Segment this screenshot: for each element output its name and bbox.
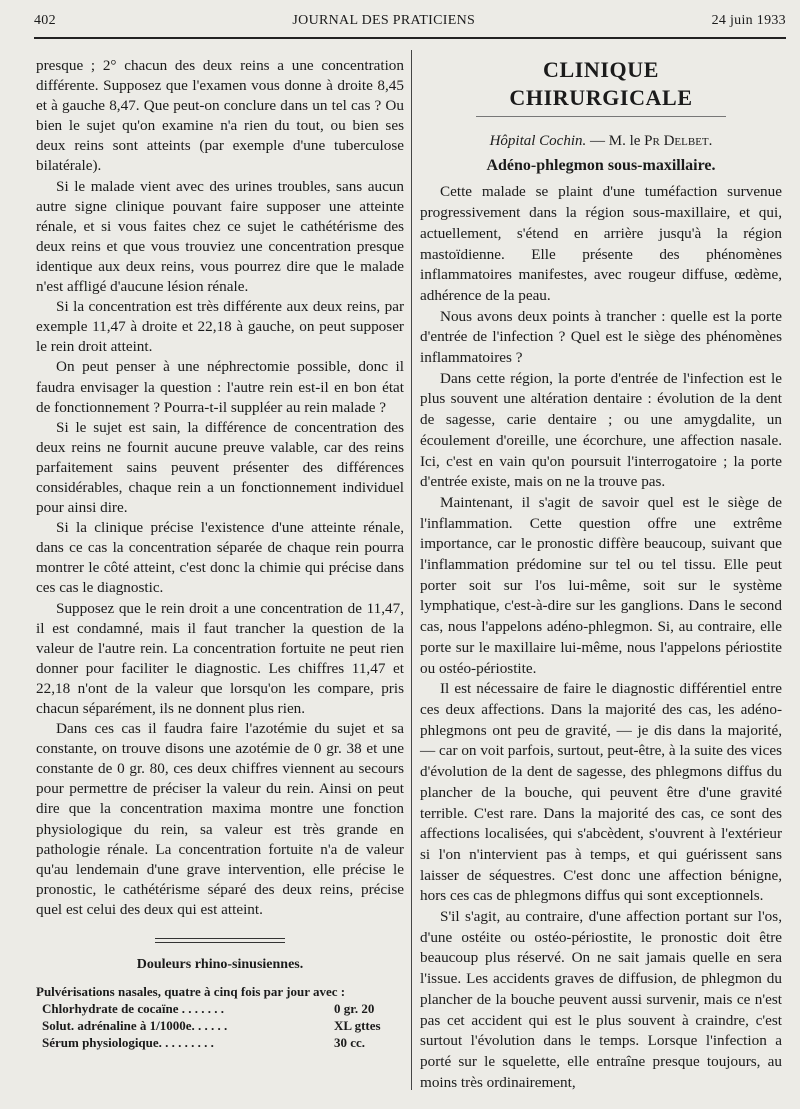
prescription-item-dose: 0 gr. 20 bbox=[334, 1001, 375, 1017]
left-paragraph: Dans ces cas il faudra faire l'azotémie du sujet et sa constante, on trouve disons une azotémie de 0 gr. 38 et une constante de 0 gr. 80, ces deux chiffres viennent au secours pour permettre de préciser la valeur du rein. Ainsi on peut dire que la concentration maxima montre une fonction physiologique du rein, sa valeur est très grande en pathologie rénale. La concentration fortuite n'a de valeur qu'au lendemain d'une grave intervention, elle précise le pronostic, le cathétérisme séparé des deux reins, précise quel est celui des deux qui est atteint. bbox=[36, 720, 404, 918]
double-rule-divider bbox=[155, 938, 285, 943]
section-title: CLINIQUE CHIRURGICALE bbox=[476, 56, 726, 117]
right-paragraph: Maintenant, il s'agit de savoir quel est le siège de l'inflammation. Cette question offre une extrême importance, car le pronostic diffère beaucoup, suivant que l'inflammation prédomine sur tel ou tel tissu. Elle peut porter soit sur l'os lui-même, soit sur le système lymphatique, c'est-à-dire sur les ganglions. Dans le second cas, nous l'appelons adéno-phlegmon. Si, au contraire, elle porte sur le maxillaire lui-même, nous l'appelons périostite ou ostéo-périostite. bbox=[420, 493, 782, 677]
left-paragraph: Si la concentration est très différente aux deux reins, par exemple 11,47 à droite et 22,18 à gauche, on peut supposer le rein droit atteint. bbox=[36, 298, 404, 356]
right-paragraph: Dans cette région, la porte d'entrée de l'infection est le plus souvent une altération dentaire : évolution de la dent de sagesse, carie dentaire ; ou une amygdalite, un écoulement d'oreille, une écorchure, une affection nasale. Ici, c'est en vain qu'on poursuit l'interrogatoire ; la porte d'entrée existe, mais on ne la trouve pas. bbox=[420, 369, 782, 491]
left-paragraph: Si le sujet est sain, la différence de concentration des deux reins ne fournit aucune preuve valable, car des reins parfaitement sains peuvent présenter des différences considérables, chaque rein a un fonctionnement individuel pour ainsi dire. bbox=[36, 418, 404, 517]
right-paragraph: Il est nécessaire de faire le diagnostic différentiel entre ces deux affections. Dans la majorité des cas, les adéno-phlegmons ont peu de gravité, — je dis dans la majorité, — car on voit parfois, surtout, peut-être, à la suite des vices d'évolution de la dent de sagesse, des phlegmons diffus du plancher de la bouche, qui peuvent être d'une gravité terrible. C'est rare. Dans la majorité des cas, ce sont des affections localisées, qui s'abcèdent, s'ouvrent à l'extérieur si l'on n'intervient pas à temps, et qui guérissent sans laisser de séquestres. C'est donc une affection bénigne, hors ces cas de phlegmons diffus qui sont exceptionnels. bbox=[420, 680, 782, 905]
article-subtitle: Adéno-phlegmon sous-maxillaire. bbox=[486, 156, 716, 174]
left-paragraph: On peut penser à une néphrectomie possible, donc il faudra envisager la question : l'autre rein est-il en bon état de fonctionnement ? Pourra-t-il suppléer au rein malade ? bbox=[36, 358, 404, 416]
prescription-box bbox=[36, 955, 404, 1051]
hospital-dash: — M. le bbox=[586, 133, 645, 149]
left-paragraph: Si la clinique précise l'existence d'une atteinte rénale, dans ce cas la concentration séparée de chaque rein pourra montrer le côté atteint, c'est donc la chimie qui précise dans ces cas le diagnostic. bbox=[36, 519, 404, 597]
hospital-line bbox=[420, 131, 782, 152]
right-paragraph: Cette malade se plaint d'une tuméfaction survenue progressivement dans la région sous-maxillaire, et qui, actuellement, s'étend en arrière jusqu'à la région mastoïdienne. Elle présente des phénomènes inflammatoires manifestes, avec rougeur diffuse, œdème, adhérence de la peau. bbox=[420, 183, 782, 304]
prescription-intro: Pulvérisations nasales, quatre à cinq fois par jour avec : bbox=[36, 984, 346, 1000]
prescription-item-name: Sérum physiologique. . . . . . . . . bbox=[42, 1035, 214, 1051]
left-column bbox=[36, 56, 404, 1051]
left-paragraph: Supposez que le rein droit a une concentration de 11,47, il est condamné, mais il faut trancher la question de la valeur de l'autre rein. La concentration fortuite ne peut rien donner pour faciliter le diagnostic. Les chiffres 11,47 et 22,18 n'ont de la valeur que lorsqu'on les compare, pris chacun séparément, ils ne donnent plus rien. bbox=[36, 599, 404, 717]
professor-name: Pr Delbet. bbox=[644, 133, 713, 149]
right-paragraph: S'il s'agit, au contraire, d'une affection portant sur l'os, d'une ostéite ou ostéo-périostite, le pronostic doit être beaucoup plus réservé. On ne sait jamais quelle en sera l'issue. Les accidents graves de diffusion, de phlegmon du plancher de la bouche peuvent aussi survenir, mais ce n'est pas cet accident qui est le plus souvent à craindre, c'est surtout l'évolution dans le temps. Lorsque l'infection a porté sur le squelette, elle entraîne presque toujours, au moins très ordinairement, bbox=[420, 908, 782, 1091]
prescription-item bbox=[36, 1000, 404, 1017]
left-paragraph: Si le malade vient avec des urines troubles, sans aucun autre signe clinique pouvant faire supposer une atteinte rénale, et si vous faites chez ce sujet le cathétérisme des deux reins et que vous trouviez une concentration presque identique aux deux reins, vous pourrez dire que le malade n'est affligé d'aucune lésion rénale. bbox=[36, 177, 404, 296]
left-paragraph: presque ; 2° chacun des deux reins a une concentration différente. Supposez que l'examen vous donne à droite 8,45 et à gauche 8,47. Que peut-on conclure dans un tel cas ? Ou bien le sujet qu'on examine n'a rien du tout, ou bien ses deux reins sont atteints (par exemple d'une tuberculose bilatérale). bbox=[36, 57, 404, 175]
issue-date: 24 juin 1933 bbox=[711, 13, 786, 28]
prescription-item bbox=[36, 1017, 404, 1034]
journal-title: JOURNAL DES PRATICIENS bbox=[292, 13, 476, 28]
prescription-item-dose: 30 cc. bbox=[334, 1035, 366, 1051]
right-paragraph: Nous avons deux points à trancher : quelle est la porte d'entrée de l'infection ? Quel est le siège des phénomènes inflammatoires ? bbox=[420, 307, 782, 367]
prescription-item-dose: XL gttes bbox=[334, 1018, 381, 1034]
prescription-item-name: Solut. adrénaline à 1/1000e. . . . . . bbox=[42, 1018, 228, 1034]
page-number: 402 bbox=[34, 13, 56, 28]
prescription-title: Douleurs rhino-sinusiennes. bbox=[136, 957, 304, 973]
right-column bbox=[420, 56, 782, 1093]
prescription-item bbox=[36, 1034, 404, 1051]
column-divider bbox=[411, 50, 412, 1090]
hospital-name: Hôpital Cochin. bbox=[489, 133, 587, 149]
header-rule bbox=[34, 37, 786, 39]
prescription-item-name: Chlorhydrate de cocaïne . . . . . . . bbox=[42, 1001, 224, 1017]
